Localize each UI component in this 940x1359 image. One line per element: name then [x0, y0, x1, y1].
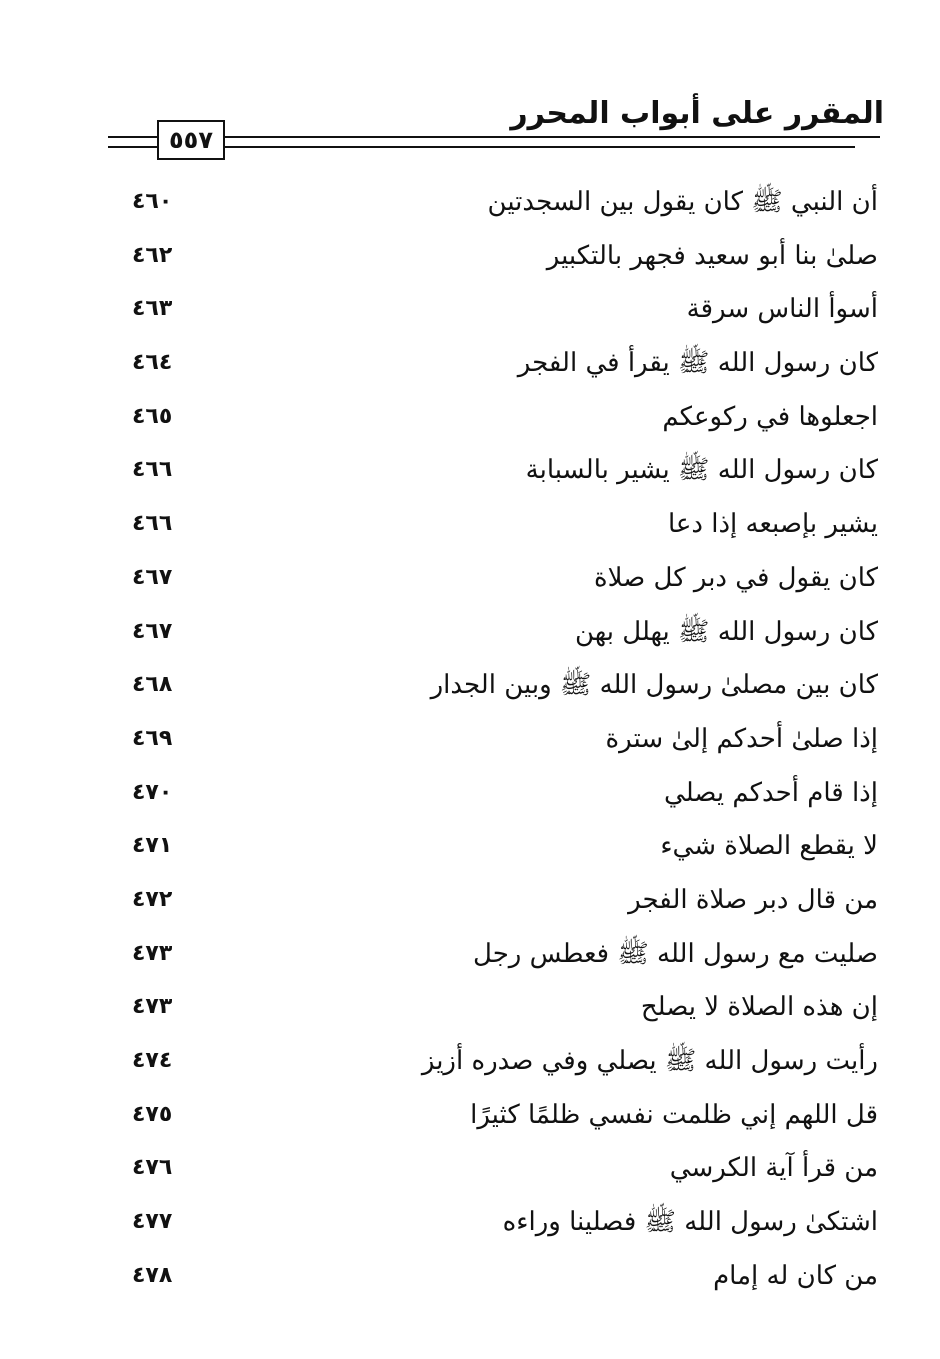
entry-page-number: ٤٦٦ [132, 511, 173, 537]
entry-title: أسوأ الناس سرقة [686, 294, 878, 325]
entry-title: قل اللهم إني ظلمت نفسي ظلمًا كثيرًا [470, 1099, 878, 1130]
entry-title: من قال دبر صلاة الفجر [628, 884, 878, 915]
index-entry [0, 876, 940, 930]
entry-page-number: ٤٧٢ [132, 886, 173, 912]
index-entry [0, 822, 940, 876]
entry-title: إن هذه الصلاة لا يصلح [640, 992, 878, 1023]
entry-page-number: ٤٧٣ [132, 994, 173, 1020]
entry-title: من كان له إمام [713, 1260, 878, 1291]
entry-title: صلىٰ بنا أبو سعيد فجهر بالتكبير [546, 240, 878, 271]
index-entry [0, 608, 940, 662]
entry-page-number: ٤٦٨ [132, 672, 173, 698]
index-entry [0, 1198, 940, 1252]
index-entry [0, 930, 940, 984]
entry-page-number: ٤٧٥ [132, 1101, 173, 1127]
entry-page-number: ٤٧٨ [132, 1262, 173, 1288]
entry-page-number: ٤٦٤ [132, 350, 173, 376]
index-entry [0, 1091, 940, 1145]
index-entry [0, 339, 940, 393]
entry-title: من قرأ آية الكرسي [669, 1153, 878, 1184]
entry-page-number: ٤٧٧ [132, 1209, 173, 1235]
entry-page-number: ٤٧٠ [132, 779, 173, 805]
index-entry [0, 285, 940, 339]
entry-title: إذا قام أحدكم يصلي [664, 777, 878, 808]
entry-title: إذا صلىٰ أحدكم إلىٰ سترة [605, 723, 878, 754]
index-entry [0, 769, 940, 823]
entry-page-number: ٤٦٧ [132, 618, 173, 644]
entry-title: كان رسول الله ﷺ يقرأ في الفجر [517, 348, 878, 379]
book-title: المقرر على أبواب المحرر [510, 96, 884, 131]
entry-title: كان رسول الله ﷺ يهلل بهن [574, 616, 878, 647]
entry-title: أن النبي ﷺ كان يقول بين السجدتين [487, 187, 878, 217]
entry-page-number: ٤٦٥ [132, 403, 173, 429]
index-entry [0, 715, 940, 769]
entry-page-number: ٤٧٦ [132, 1155, 173, 1181]
entry-page-number: ٤٧١ [132, 833, 173, 859]
entry-title: لا يقطع الصلاة شيء [660, 831, 878, 862]
entry-page-number: ٤٧٤ [132, 1048, 173, 1073]
entry-page-number: ٤٦٢ [132, 242, 173, 268]
entry-page-number: ٤٦٣ [132, 296, 173, 322]
entry-title: اشتكىٰ رسول الله ﷺ فصلينا وراءه [502, 1207, 878, 1238]
index-entry [0, 1037, 940, 1091]
entry-page-number: ٤٦٦ [132, 457, 173, 483]
index-entry [0, 1144, 940, 1198]
page-number: ٥٥٧ [157, 120, 225, 160]
index-entry [0, 1252, 940, 1306]
entry-title: يشير بإصبعه إذا دعا [667, 509, 878, 540]
index-entry [0, 661, 940, 715]
index-entry [0, 500, 940, 554]
index-entry [0, 554, 940, 608]
entry-page-number: ٤٦٧ [132, 564, 173, 590]
index-entry [0, 446, 940, 500]
entry-title: كان رسول الله ﷺ يشير بالسبابة [525, 455, 878, 486]
entry-page-number: ٤٧٣ [132, 940, 173, 966]
entry-title: كان يقول في دبر كل صلاة [594, 562, 878, 593]
index-entry [0, 983, 940, 1037]
entry-title: كان بين مصلىٰ رسول الله ﷺ وبين الجدار [430, 670, 878, 701]
entry-page-number: ٤٦٩ [132, 725, 173, 751]
entry-page-number: ٤٦٠ [132, 189, 173, 214]
entry-title: اجعلوها في ركوعكم [662, 401, 878, 432]
index-entry [0, 393, 940, 447]
entry-title: رأيت رسول الله ﷺ يصلي وفي صدره أزيز [421, 1046, 878, 1076]
entry-title: صليت مع رسول الله ﷺ فعطس رجل [473, 938, 878, 969]
index-entry [0, 178, 940, 232]
index-entry [0, 232, 940, 286]
index-list [0, 178, 940, 1305]
